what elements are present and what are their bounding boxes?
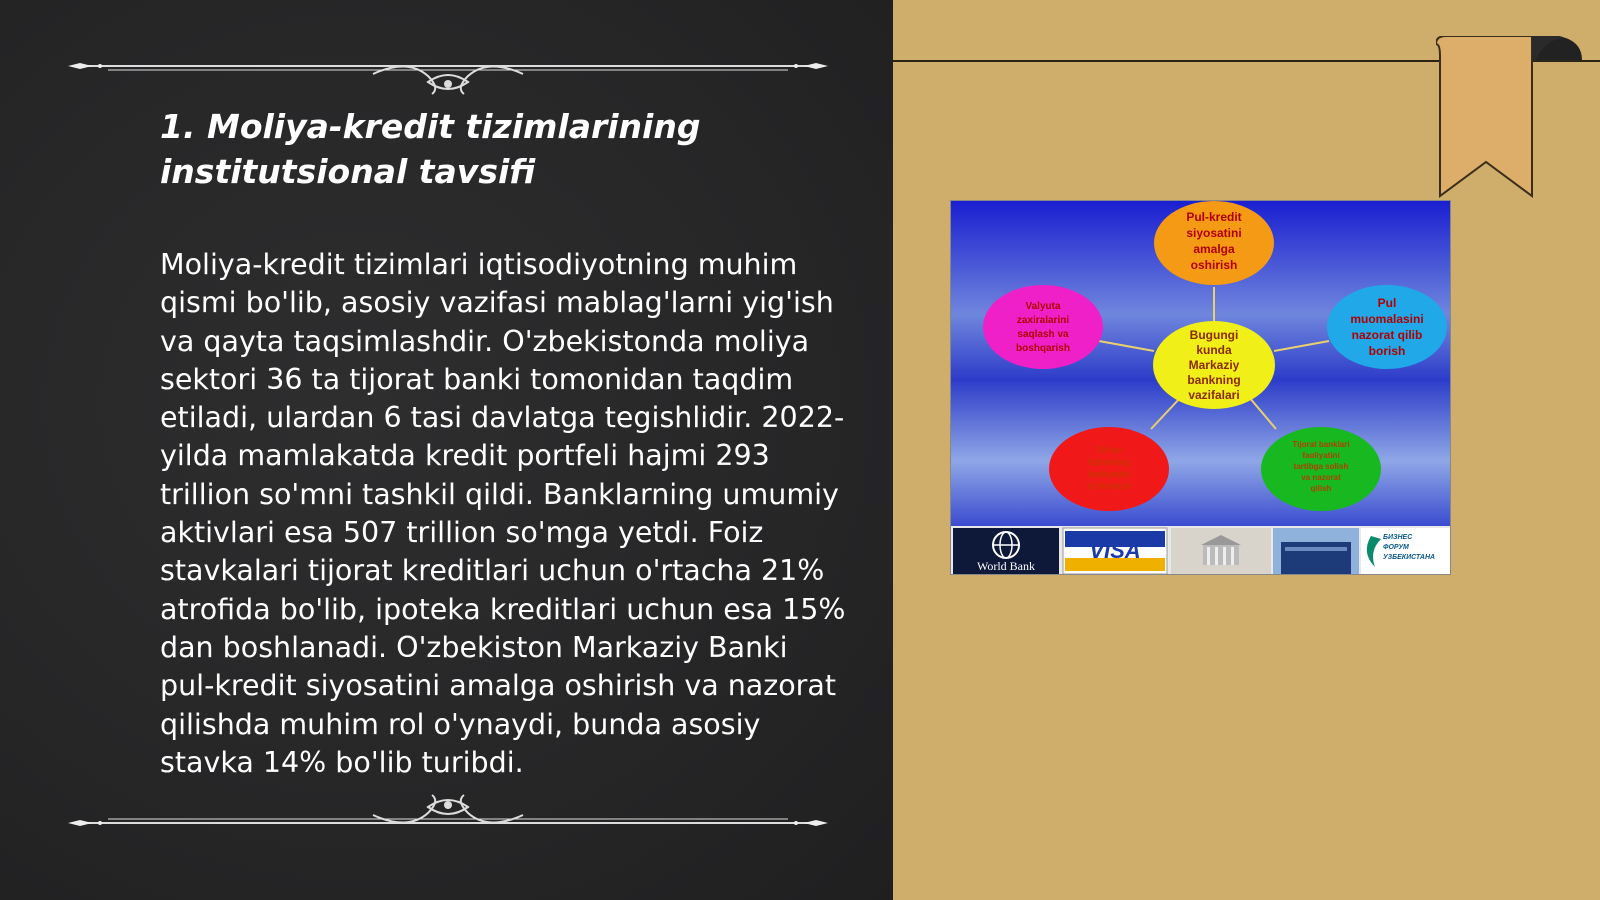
- node-center: [1153, 321, 1275, 409]
- svg-text:Pul-kreditsiyosatiniamalgaoshi: Pul-kredit siyosatini amalga oshirish: [1186, 210, 1242, 272]
- svg-text:Valyutazaxiralarinisaqlash vab: Valyuta zaxiralarini saqlash va boshqarish: [1016, 301, 1070, 354]
- bank-tower-image: [1273, 528, 1359, 574]
- node-bottom-right: [1261, 427, 1381, 511]
- node-left: [983, 285, 1103, 369]
- bookmark-ribbon-icon: [1436, 36, 1586, 198]
- svg-text:VISA: VISA: [1089, 538, 1141, 563]
- business-forum-logo: [1361, 528, 1450, 574]
- svg-text:УЗБЕКИСТАНА: УЗБЕКИСТАНА: [1383, 554, 1436, 561]
- svg-text:Pulmuomalasininazorat qilibbor: Pul muomalasini nazorat qilib borish: [1350, 296, 1424, 358]
- svg-text:БИЗНЕС: БИЗНЕС: [1383, 534, 1413, 541]
- visa-logo: [1063, 528, 1167, 574]
- title-line-1: 1. Moliya-kredit tizimlarining: [160, 107, 701, 146]
- svg-text:BugungikundaMarkaziybankningva: Bugungi kunda Markaziy bankning vazifalari: [1187, 328, 1241, 402]
- logos-strip: [951, 526, 1451, 575]
- node-right: [1327, 285, 1447, 369]
- slide-title: [160, 104, 840, 194]
- node-top: [1154, 201, 1274, 285]
- title-line-2: institutsional tavsifi: [160, 152, 536, 191]
- central-bank-functions-diagram: [950, 200, 1451, 575]
- node-bottom-left: [1049, 427, 1169, 511]
- svg-text:To'lovtiziminingfaoliyatinita': To'lov tizimining faoliyatini ta'minlash: [1086, 445, 1132, 491]
- bank-building-image: [1171, 528, 1271, 574]
- svg-text:ФОРУМ: ФОРУМ: [1383, 544, 1409, 551]
- slide-body-text: Moliya-kredit tizimlari iqtisodiyotning muhim qismi bo'lib, asosiy vazifasi mablag'larni yig'ish va qayta taqsimlashdir. O'zbekistonda moliya sektori 36 ta tijorat banki tomonidan taqdim etiladi, ulardan 6 tasi davlatga tegishlidir. 2022-yilda mamlakatda kredit portfeli hajmi 293 trillion so'mni tashkil qildi. Banklarning umumiy aktivlari esa 507 trillion so'mga yetdi. Foiz stavkalari tijorat kreditlari uchun o'rtacha 21% atrofida bo'lib, ipoteka kreditlari uchun esa 15% dan boshlanadi. O'zbekiston Markaziy Banki pul-kredit siyosatini amalga oshirish va nazorat qilishda muhim rol o'ynaydi, bunda asosiy stavka 14% bo'lib turibdi.: [160, 248, 846, 779]
- svg-text:Tijorat banklarifaoliyatinitar: Tijorat banklari faoliyatini tartibga solish va nazorat qilish: [1292, 440, 1350, 493]
- bottom-ornament-divider: [68, 775, 828, 835]
- top-ornament-divider: [68, 38, 828, 98]
- svg-text:World Bank: World Bank: [976, 559, 1036, 573]
- world-bank-logo: [953, 528, 1059, 574]
